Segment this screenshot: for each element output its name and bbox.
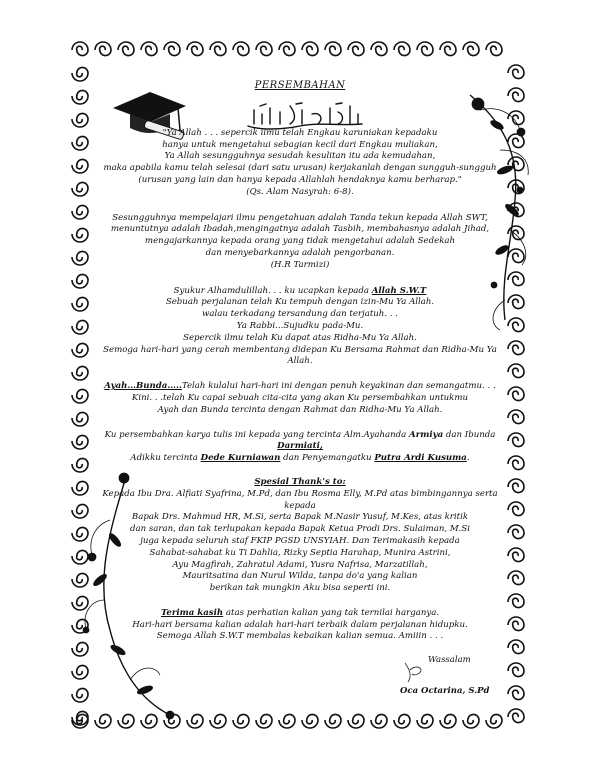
border-spiral	[302, 42, 318, 56]
border-spiral	[508, 709, 524, 723]
border-spiral	[508, 341, 524, 355]
thanks-line: Mauritsatina dan Nurul Wilda, tanpa do'a yang kalian	[182, 571, 418, 582]
gratitude-line: Sebuah perjalanan telah Ku tempuh dengan izin-Mu Ya Allah.	[165, 297, 435, 308]
border-spiral	[72, 182, 88, 196]
border-spiral	[508, 433, 524, 447]
border-spiral	[72, 205, 88, 219]
gratitude-line: Sepercik ilmu telah Ku dapat atas Ridha-Mu Ya Allah.	[183, 332, 417, 343]
border-spiral	[72, 435, 88, 449]
page-title: PERSEMBAHAN	[254, 80, 346, 91]
border-spiral	[72, 665, 88, 679]
border-spiral	[72, 412, 88, 426]
border-spiral	[72, 297, 88, 311]
hadith-quote	[90, 213, 510, 272]
border-spiral	[508, 65, 524, 79]
border-spiral	[508, 571, 524, 585]
border-spiral	[302, 714, 318, 728]
quran-quote	[90, 128, 510, 199]
border-spiral	[508, 502, 524, 516]
author-name: Oca Octarina, S.Pd	[400, 686, 490, 696]
border-spiral	[508, 548, 524, 562]
border-spiral	[440, 42, 456, 56]
quote-line: (urusan yang lain dan hanya kepada Allahlah hendaknya kamu berharap."	[138, 174, 462, 185]
quote-line: maka apabila kamu telah selesai (dari satu urusan) kerjakanlah dengan sungguh-sungguh	[103, 163, 497, 174]
border-spiral	[72, 596, 88, 610]
border-spiral	[508, 479, 524, 493]
border-spiral	[417, 714, 433, 728]
thanks-line: Sahabat-sahabat ku Ti Dahlia, Rizky Septia Harahap, Munira Astrini,	[149, 547, 451, 558]
border-spiral	[508, 387, 524, 401]
border-spiral	[256, 714, 272, 728]
closing-line: Semoga Allah S.W.T membalas kebaikan kalian semua. Amiiin . . .	[156, 631, 444, 642]
quote-source: (Qs. Alam Nasyrah: 6-8).	[246, 186, 354, 197]
border-spiral	[72, 389, 88, 403]
border-spiral	[72, 320, 88, 334]
border-spiral	[508, 88, 524, 102]
border-spiral	[508, 249, 524, 263]
parents-first-line: Ayah…Bunda…..Telah kulalui hari-hari ini dengan penuh keyakinan dan semangatmu. . .	[104, 381, 496, 392]
closing-section: Terima kasih atas perhatian kalian yang tak ternilai harganya. Hari-hari bersama kalian adalah hari-hari terbaik dalam perjalanan hidupku. Semoga Allah S.W.T membalas kebaikan kalian semua. Amiiin . . .	[90, 608, 510, 643]
border-spiral	[95, 714, 111, 728]
gratitude-line: Semoga hari-hari yang cerah membentang didepan Ku Bersama Rahmat dan Ridha-Mu Ya Allah.	[103, 344, 497, 367]
thanks-line: juga kepada seluruh staf FKIP PGSD UNSYIAH. Dan Terimakasih kepada	[140, 535, 460, 546]
thanks-line: Ayu Magfirah, Zahratul Adami, Yusra Nafrisa, Marzatillah,	[172, 559, 428, 570]
border-spiral	[72, 642, 88, 656]
thanks-line: Kepada Ibu Dra. Alfiati Syafrina, M.Pd, dan Ibu Rosma Elly, M.Pd atas bimbingannya serta kepada	[102, 488, 498, 511]
border-spiral	[72, 481, 88, 495]
border-spiral	[118, 42, 134, 56]
border-spiral	[72, 42, 88, 56]
border-spiral	[210, 714, 226, 728]
gratitude-first-line: Syukur Alhamdulillah. . . ku ucapkan kepada Allah S.W.T	[173, 285, 427, 296]
border-spiral	[463, 714, 479, 728]
border-spiral	[72, 688, 88, 702]
border-spiral	[371, 42, 387, 56]
signature-mark-icon	[402, 660, 424, 684]
thanks-heading: Spesial Thank's to:	[254, 476, 346, 487]
border-spiral	[72, 366, 88, 380]
border-spiral	[72, 274, 88, 288]
gratitude-line: Ya Rabbi...Sujudku pada-Mu.	[236, 320, 364, 331]
mother-name: Darmiati,	[277, 441, 323, 452]
border-spiral	[95, 42, 111, 56]
quote-line: dan menyebarkannya adalah pengorbanan.	[205, 247, 395, 258]
border-spiral	[72, 228, 88, 242]
father-name: Armiya	[409, 429, 444, 440]
quote-line: menuntutnya adalah Ibadah,mengingatnya adalah Tasbih, membahasnya adalah Jihad,	[110, 224, 490, 235]
parents-line: Kini. . .telah Ku capai sebuah cita-cita yang akan Ku persembahkan untukmu	[131, 392, 469, 403]
signoff: Wassalam	[428, 655, 471, 665]
gratitude-line: walau terkadang tersandung dan terjatuh. . .	[201, 309, 398, 320]
quote-source: (H.R Tarmizi)	[270, 259, 330, 270]
allah-name: Allah S.W.T	[371, 285, 427, 296]
quote-line: mengajarkannya kepada orang yang tidak mengetahui adalah Sedekah	[144, 236, 456, 247]
border-spiral	[508, 594, 524, 608]
quote-line: hanya untuk mengetahui sebagian kecil dari Engkau muliakan,	[162, 139, 438, 150]
border-spiral	[371, 714, 387, 728]
parents-lead: Ayah…Bunda…..	[104, 381, 182, 392]
thanks-lead: Terima kasih	[160, 607, 224, 618]
parents-line: Ayah dan Bunda tercinta dengan Rahmat dan Ridha-Mu Ya Allah.	[157, 404, 443, 415]
gratitude-section	[90, 286, 510, 369]
border-spiral	[72, 113, 88, 127]
parents-section	[90, 381, 510, 416]
thanks-line: dan saran, dan tak terlupakan kepada Bapak Ketua Prodi Drs. Sulaiman, M.Si	[129, 524, 470, 535]
thanks-line: berikan tak mungkin Aku bisa seperti ini.	[209, 583, 391, 594]
border-spiral	[394, 714, 410, 728]
border-spiral	[508, 640, 524, 654]
border-spiral	[508, 318, 524, 332]
border-spiral	[118, 714, 134, 728]
quote-line: Sesungguhnya mempelajari ilmu pengetahuan adalah Tanda tekun kepada Allah SWT,	[112, 212, 488, 223]
border-spiral	[72, 458, 88, 472]
border-spiral	[508, 686, 524, 700]
border-spiral	[72, 136, 88, 150]
border-spiral	[72, 573, 88, 587]
border-spiral	[72, 90, 88, 104]
border-spiral	[394, 42, 410, 56]
border-spiral	[72, 343, 88, 357]
border-spiral	[210, 42, 226, 56]
border-spiral	[72, 550, 88, 564]
border-spiral	[508, 525, 524, 539]
border-spiral	[508, 272, 524, 286]
border-spiral	[417, 42, 433, 56]
border-spiral	[463, 42, 479, 56]
border-spiral	[508, 663, 524, 677]
border-spiral	[508, 364, 524, 378]
border-spiral	[233, 714, 249, 728]
border-spiral	[72, 67, 88, 81]
border-spiral	[256, 42, 272, 56]
border-spiral	[348, 42, 364, 56]
border-spiral	[187, 42, 203, 56]
border-spiral	[508, 410, 524, 424]
border-spiral	[141, 714, 157, 728]
border-spiral	[233, 42, 249, 56]
border-spiral	[164, 42, 180, 56]
border-spiral	[325, 714, 341, 728]
quote-line: "Ya Allah . . . sepercik ilmu telah Engkau karuniakan kepadaku	[162, 127, 438, 138]
border-spiral	[486, 714, 502, 728]
border-spiral	[325, 42, 341, 56]
thanks-line: Bapak Drs. Mahmud HR, M.Si, serta Bapak M.Nasir Yusuf, M.Kes, atas kritik	[131, 512, 469, 523]
border-spiral	[508, 111, 524, 125]
border-spiral	[72, 527, 88, 541]
border-spiral	[508, 617, 524, 631]
border-spiral	[279, 42, 295, 56]
border-spiral	[72, 159, 88, 173]
border-spiral	[187, 714, 203, 728]
border-spiral	[508, 295, 524, 309]
border-spiral	[486, 42, 502, 56]
border-spiral	[141, 42, 157, 56]
dedication-content	[90, 80, 510, 643]
family-dedication: Ku persembahkan karya tulis ini kepada yang tercinta Alm.Ayahanda Armiya dan Ibunda Darmiati, Adikku tercinta Dede Kurniawan dan Penyemangatku Putra Ardi Kusuma.	[104, 429, 496, 464]
border-spiral	[72, 251, 88, 265]
border-spiral	[279, 714, 295, 728]
quote-line: Ya Allah sesungguhnya sesudah kesulitan itu ada kemudahan,	[164, 151, 436, 162]
border-spiral	[508, 456, 524, 470]
closing-line: Hari-hari bersama kalian adalah hari-hari terbaik dalam perjalanan hidupku.	[132, 619, 468, 630]
partner-name: Putra Ardi Kusuma	[374, 453, 467, 464]
special-thanks	[90, 477, 510, 595]
border-spiral	[348, 714, 364, 728]
border-spiral	[440, 714, 456, 728]
border-spiral	[72, 504, 88, 518]
sibling-name: Dede Kurniawan	[200, 453, 281, 464]
